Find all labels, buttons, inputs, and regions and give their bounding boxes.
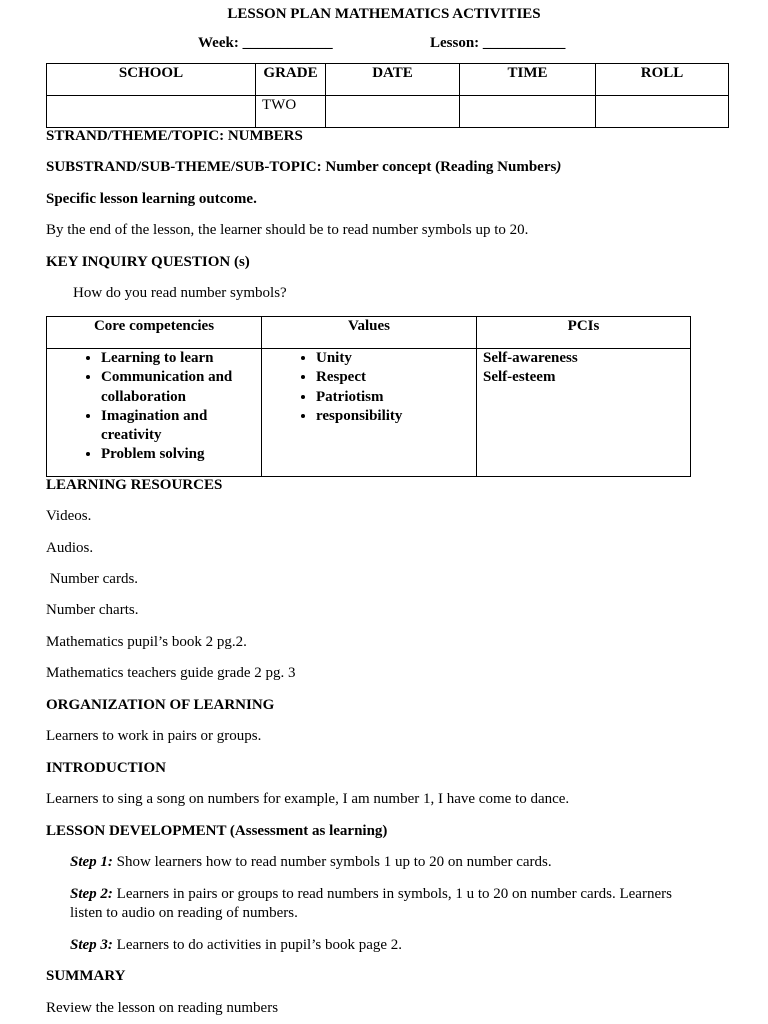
- inquiry-text: How do you read number symbols?: [73, 285, 287, 301]
- header-pcis: PCIs: [477, 317, 691, 349]
- outcome-heading: Specific lesson learning outcome.: [46, 191, 257, 207]
- list-item: • Imagination and creativity: [101, 407, 251, 446]
- introduction-heading: INTRODUCTION: [46, 760, 167, 776]
- cell-time: [460, 96, 596, 128]
- pci-item: Self-awareness: [483, 350, 578, 366]
- introduction-text: Learners to sing a song on numbers for example, I am number 1, I have come to dance.: [46, 791, 570, 807]
- list-item: • Problem solving: [101, 445, 251, 464]
- step-text: Learners in pairs or groups to read numbers in symbols, 1 u to 20 on number cards. Learners: [112, 886, 672, 902]
- list-item: • Patriotism: [316, 388, 476, 407]
- resource-item: Mathematics teachers guide grade 2 pg. 3: [46, 665, 296, 681]
- pci-item: Self-esteem: [483, 369, 556, 386]
- step-1: [70, 853, 552, 871]
- strand-heading: STRAND/THEME/TOPIC: NUMBERS: [46, 128, 303, 144]
- step-label: Step 2:: [70, 886, 113, 902]
- summary-heading: SUMMARY: [46, 968, 126, 984]
- summary-text: Review the lesson on reading numbers: [46, 1000, 279, 1016]
- outcome-text: By the end of the lesson, the learner should be to read number symbols up to 20.: [46, 222, 529, 238]
- step-2: [70, 885, 672, 903]
- inquiry-heading: KEY INQUIRY QUESTION (s): [46, 254, 250, 270]
- step-2-continued: listen to audio on reading of numbers.: [70, 905, 298, 921]
- pcis-cell: [477, 349, 691, 477]
- resource-item: Number charts.: [46, 602, 139, 618]
- resource-item: Number cards.: [46, 571, 139, 587]
- cell-school: [47, 96, 256, 128]
- header-time: TIME: [460, 64, 596, 96]
- development-heading: LESSON DEVELOPMENT (Assessment as learning): [46, 823, 388, 839]
- resource-item: Videos.: [46, 508, 92, 524]
- step-label: Step 1:: [70, 854, 113, 870]
- core-competencies-cell: [47, 349, 262, 477]
- organization-text: Learners to work in pairs or groups.: [46, 728, 262, 744]
- step-label: Step 3:: [70, 937, 113, 953]
- header-core-competencies: Core competencies: [47, 317, 262, 349]
- header-values: Values: [262, 317, 477, 349]
- list-item: • Learning to learn: [101, 349, 251, 368]
- header-grade: GRADE: [256, 64, 326, 96]
- header-roll: ROLL: [596, 64, 729, 96]
- organization-heading: ORGANIZATION OF LEARNING: [46, 697, 275, 713]
- cell-date: [326, 96, 460, 128]
- competency-table: [46, 316, 691, 477]
- cell-roll: [596, 96, 729, 128]
- substrand-heading: [46, 158, 561, 176]
- values-cell: [262, 349, 477, 477]
- resource-item: Audios.: [46, 540, 94, 556]
- substrand-text: SUBSTRAND/SUB-THEME/SUB-TOPIC: Number concept (Reading Numbers: [46, 159, 557, 175]
- header-school: SCHOOL: [47, 64, 256, 96]
- list-item: • Unity: [316, 349, 476, 368]
- cell-grade: TWO: [256, 96, 326, 128]
- step-text: Show learners how to read number symbols 1 up to 20 on number cards.: [112, 854, 552, 870]
- week-field: Week: ____________: [198, 35, 333, 51]
- list-item: • responsibility: [316, 407, 476, 426]
- list-item: • Respect: [316, 368, 476, 387]
- lesson-field: Lesson: ___________: [430, 35, 566, 51]
- substrand-close: ): [556, 159, 562, 175]
- page-title: LESSON PLAN MATHEMATICS ACTIVITIES: [227, 6, 541, 22]
- resources-heading: LEARNING RESOURCES: [46, 477, 223, 493]
- resource-item: Mathematics pupil’s book 2 pg.2.: [46, 634, 247, 650]
- step-text: Learners to do activities in pupil’s book page 2.: [112, 937, 403, 953]
- step-3: [70, 936, 402, 954]
- header-date: DATE: [326, 64, 460, 96]
- list-item: • Communication and collaboration: [101, 368, 251, 407]
- info-table: [46, 63, 729, 128]
